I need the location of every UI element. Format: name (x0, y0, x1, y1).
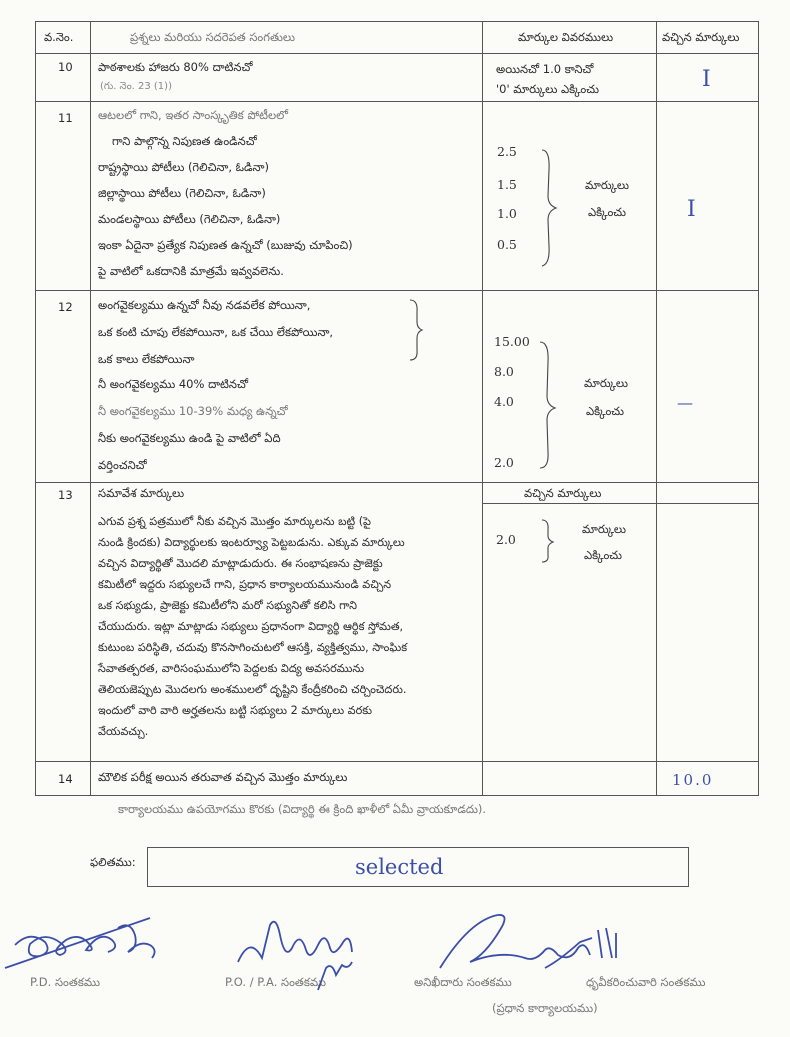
marks-label: మార్కులు (582, 522, 626, 536)
signature-po-pa (238, 922, 352, 990)
total-marks-text: మౌలిక పరీక్ష అయిన తరువాత వచ్చిన మొత్తం మార్కులు (98, 770, 348, 784)
result-label: ఫలితము: (90, 855, 136, 869)
mark-value: 1.5 (497, 177, 517, 192)
mark-value: 2.5 (497, 144, 517, 159)
signature-pd (5, 918, 155, 968)
signature-label-inspector: అనిఖీదారు సంతకము (414, 975, 512, 989)
total-marks-value: 10.0 (672, 771, 714, 789)
criteria-line: అంగవైకల్యము ఉన్నచో నీవు నడవలేక పోయినా, (98, 298, 311, 312)
signature-label-pd: P.D. సంతకము (30, 975, 100, 989)
criteria-line: కమిటీలో ఇద్దరు సభ్యులచే గాని, ప్రధాన కార్యాలయమునుండి వచ్చిన (98, 578, 392, 591)
criteria-line: నీ అంగవైకల్యము 10-39% మధ్య ఉన్నచో (98, 404, 288, 418)
criteria-line: వర్తించనిచో (98, 458, 147, 472)
criteria-line: ఆటలలో గాని, ఇతర సాంస్కృతిక పోటీలలో (98, 108, 289, 122)
criteria-line: నీకు అంగవైకల్యము ఉండి పై వాటిలో ఏది (98, 431, 281, 445)
marks-detail-line: '0' మార్కులు ఎక్కించు (496, 82, 599, 96)
criteria-line: (గు. నెం. 23 (1)) (100, 81, 172, 92)
header-marks-detail: మార్కుల వివరములు (518, 30, 614, 44)
marks-label: ఎక్కించు (588, 205, 627, 219)
row-number: 12 (58, 300, 73, 314)
marks-detail-line: అయినచో 1.0 కానిచో (496, 62, 594, 76)
marks-label: మార్కులు (585, 178, 629, 192)
marks-label: ఎక్కించు (584, 548, 623, 562)
mark-value: 2.0 (496, 532, 516, 547)
criteria-line: ఒక కాలు లేకపోయినా (98, 352, 195, 366)
office-use-note: కార్యాలయము ఉపయోగము కొరకు (విద్యార్థి ఈ క్రింది ఖాళీలో ఏమీ వ్రాయకూడదు). (118, 802, 487, 816)
mark-value: 2.0 (494, 455, 514, 470)
row-number: 13 (58, 488, 73, 502)
mark-value: 15.00 (494, 334, 530, 349)
row-number: 10 (58, 60, 73, 74)
brace-row13-marks (542, 520, 553, 562)
criteria-line: పాఠశాలకు హాజరు 80% దాటినచో (98, 60, 253, 74)
brace-row12-marks (540, 342, 555, 468)
criteria-line: రాష్ట్రస్థాయి పోటీలు (గెలిచినా, ఓడినా) (98, 160, 269, 174)
criteria-line: గాని పాల్గొన్న నిపుణత ఉండినచో (112, 134, 257, 148)
brace-row11 (542, 150, 556, 266)
criteria-line: నీ అంగవైకల్యము 40% దాటినచో (98, 377, 249, 391)
row-number: 11 (58, 111, 73, 125)
row13-marks-header: వచ్చిన మార్కులు (524, 486, 602, 500)
signature-label-po-pa: P.O. / P.A. సంతకము (225, 975, 326, 989)
criteria-line: సేవాతత్పరత, వారిసంఘములోని పెద్దలకు విద్య అవసరమును (98, 662, 365, 675)
header-sno: వ.నెం. (44, 30, 74, 44)
row-title: సమావేశ మార్కులు (98, 486, 185, 500)
mark-value: 4.0 (494, 394, 514, 409)
signature-label-verifier: ధృవీకరించువారి సంతకము (586, 975, 706, 989)
signature-inspector (440, 915, 616, 968)
header-marks-awarded: వచ్చిన మార్కులు (662, 30, 740, 44)
criteria-line: వచ్చిన విద్యార్థితో మొదలి మాట్లాడుదురు. ఈ సంభాషణను ప్రాజెక్టు (98, 557, 383, 570)
criteria-line: మండలస్థాయి పోటీలు (గెలిచినా, ఓడినా) (98, 212, 281, 226)
criteria-line: తెలియజెప్పుట మొదలగు అంశములలో దృష్టిని కేంద్రీకరించి చర్చించెదరు. (98, 683, 407, 696)
awarded-mark: I (687, 197, 696, 222)
mark-value: 8.0 (494, 364, 514, 379)
criteria-line: జిల్లాస్థాయి పోటీలు (గెలిచినా, ఓడినా) (98, 186, 266, 200)
criteria-line: ఒక కంటి చూపు లేకపోయినా, ఒక చేయి లేకపోయినా, (98, 325, 334, 339)
criteria-line: నుండి క్రిందకు) విద్యార్థులకు ఇంటర్వ్యూ పెట్టబడును. ఎక్కువ మార్కులు (98, 536, 405, 549)
criteria-line: ఒక సభ్యుడు, ప్రాజెక్టు కమిటీలోని మరో సభ్యునితో కలిసి గాని (98, 599, 357, 612)
row-number: 14 (58, 772, 73, 786)
marks-label: ఎక్కించు (586, 404, 625, 418)
criteria-line: పై వాటిలో ఒకదానికి మాత్రమే ఇవ్వవలెను. (98, 264, 284, 278)
criteria-line: కుటుంబ పరిస్థితి, చదువు కొనసాగించుటలో ఆసక్తి, వ్యక్తిత్వము, సాంఘిక (98, 641, 408, 654)
brace-row12-text (410, 300, 422, 360)
criteria-line: ఇంకా ఏదైనా ప్రత్యేక నిపుణత ఉన్నచో (బుజువు చూపించి) (98, 238, 353, 252)
result-value: selected (355, 855, 444, 879)
mark-value: 1.0 (497, 206, 517, 221)
marks-label: మార్కులు (584, 376, 628, 390)
signature-sub-head-office: (ప్రధాన కార్యాలయము) (492, 1001, 598, 1015)
awarded-mark: — (677, 393, 693, 412)
criteria-line: ఎగువ ప్రశ్న పత్రములో నీకు వచ్చిన మొత్తం మార్కులను బట్టి (పై (98, 515, 372, 528)
criteria-line: వేయవచ్చు. (98, 725, 149, 738)
awarded-mark: I (702, 67, 711, 92)
header-criteria: ప్రశ్నలు మరియు సదరెపత సంగతులు (130, 30, 296, 44)
criteria-line: చేయుదురు. ఇట్లా మాట్లాడు సభ్యులు ప్రధానంగా విద్యార్థి ఆర్థిక స్తోమత, (98, 620, 404, 633)
criteria-line: ఇందులో వారి వారి అర్హతలను బట్టి సభ్యులు 2 మార్కులు వరకు (98, 704, 372, 717)
mark-value: 0.5 (497, 237, 517, 252)
